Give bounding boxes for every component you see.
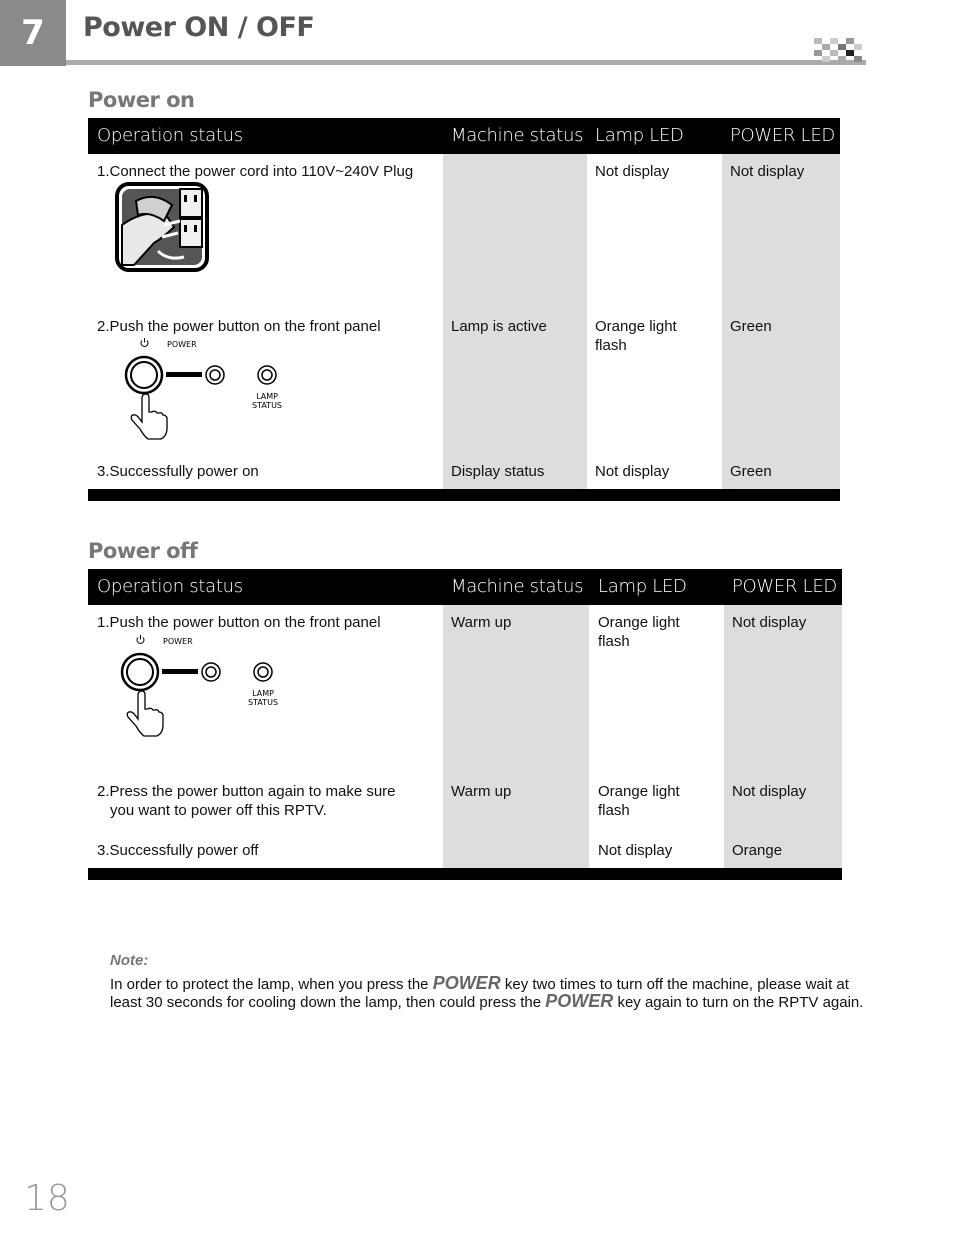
table-row-2-power-led: Not display <box>732 783 807 800</box>
header-power-led: POWER LED <box>732 576 837 597</box>
lamp-led-line-1: Orange light <box>598 614 680 631</box>
table-row-3-operation: 3.Successfully power off <box>97 842 259 859</box>
lamp-led-line-1: Orange light <box>598 783 680 800</box>
pointing-hand-icon <box>131 394 167 439</box>
power-on-table <box>88 118 840 501</box>
plug-into-outlet-illustration <box>114 181 210 273</box>
table-row-2-power-led: Green <box>730 318 772 335</box>
table-row-1-operation: 1.Connect the power cord into 110V~240V Plug <box>97 163 414 180</box>
table-row-3-power-led: Orange <box>732 842 783 859</box>
table-row-1-lamp-led <box>598 613 680 651</box>
table-row-2-machine-status: Lamp is active <box>451 318 547 335</box>
table-row-2-operation: 2.Push the power button on the front panel <box>97 318 381 335</box>
table-header <box>88 569 842 605</box>
lamp-led-line-2: flash <box>598 633 630 650</box>
table-row-2-lamp-led <box>595 317 677 355</box>
machine-status-column-bg <box>443 605 589 868</box>
table-footer-bar <box>88 868 842 880</box>
lamp-label: LAMP <box>252 689 274 698</box>
table-row-1-lamp-led: Not display <box>595 163 670 180</box>
table-row-3-lamp-led: Not display <box>595 463 670 480</box>
lamp-led-line-2: flash <box>595 337 627 354</box>
table-row-2-machine-status: Warm up <box>451 783 512 800</box>
chapter-number: 7 <box>0 0 66 66</box>
note-text-part-2: key two times to turn off the machine, please wait at least 30 seconds for cooling down the lamp, then could press the <box>110 976 849 1011</box>
page-number: 18 <box>24 1178 70 1219</box>
section-title-power-off: Power off <box>88 539 198 563</box>
power-symbol-icon <box>137 635 144 643</box>
table-header <box>88 118 840 154</box>
power-led-column-bg <box>724 605 842 868</box>
lamp-label: LAMP <box>256 392 278 401</box>
table-footer-bar <box>88 489 840 501</box>
operation-line-1: 2.Press the power button again to make sure <box>97 783 396 800</box>
table-row-1-power-led: Not display <box>730 163 805 180</box>
lamp-led-line-1: Orange light <box>595 318 677 335</box>
operation-line-2: you want to power off this RPTV. <box>110 802 327 819</box>
header-rule <box>66 60 866 65</box>
page-title: Power ON / OFF <box>83 12 315 43</box>
table-row-1-operation: 1.Push the power button on the front panel <box>97 614 381 631</box>
note-text-part-1: In order to protect the lamp, when you press the <box>110 976 433 993</box>
table-row-2-lamp-led <box>598 782 680 820</box>
power-keyword: POWER <box>432 973 501 993</box>
table-row-3-operation: 3.Successfully power on <box>97 463 259 480</box>
front-panel-power-button-illustration <box>114 633 284 737</box>
lamp-led-line-2: flash <box>598 802 630 819</box>
header-operation-status: Operation status <box>97 125 243 146</box>
note-text-part-3: key again to turn on the RPTV again. <box>613 994 864 1011</box>
note-title: Note: <box>110 952 149 969</box>
table-row-3-machine-status: Display status <box>451 463 545 480</box>
pointing-hand-icon <box>127 691 163 736</box>
status-label: STATUS <box>251 401 283 410</box>
header-power-led: POWER LED <box>730 125 835 146</box>
header-machine-status: Machine status <box>451 125 584 146</box>
table-row-3-lamp-led: Not display <box>598 842 673 859</box>
header-machine-status: Machine status <box>451 576 584 597</box>
header-lamp-led: Lamp LED <box>595 125 684 146</box>
section-title-power-on: Power on <box>88 88 195 112</box>
checker-pattern-decoration <box>814 38 866 62</box>
power-off-table <box>88 569 842 880</box>
power-keyword: POWER <box>545 991 614 1011</box>
power-label: POWER <box>163 637 193 646</box>
table-row-3-power-led: Green <box>730 463 772 480</box>
header-lamp-led: Lamp LED <box>598 576 687 597</box>
front-panel-power-button-illustration <box>118 336 288 440</box>
power-label: POWER <box>167 340 197 349</box>
table-row-1-machine-status: Warm up <box>451 614 512 631</box>
status-label: STATUS <box>247 698 279 707</box>
header-operation-status: Operation status <box>97 576 243 597</box>
note-text <box>110 975 870 1011</box>
table-row-2-operation <box>97 782 396 820</box>
power-symbol-icon <box>141 338 148 346</box>
table-row-1-power-led: Not display <box>732 614 807 631</box>
